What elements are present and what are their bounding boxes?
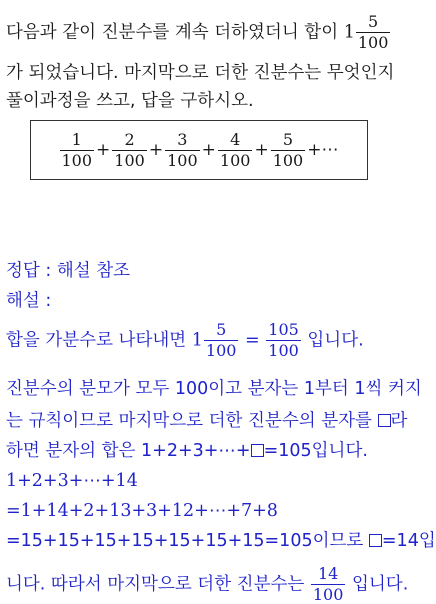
- solution-text: 입니다.: [352, 574, 409, 595]
- blank-square-icon: [369, 534, 382, 547]
- ellipsis: +⋯: [307, 140, 339, 160]
- fraction-denominator: 100: [205, 341, 237, 360]
- solution-line-2: 진분수의 분모가 모두 100이고 분자는 1부터 1씩 커지: [6, 379, 422, 399]
- explanation-label: 해설 :: [6, 291, 52, 311]
- solution-text: 는 규칙이므로 마지막으로 더한 진분수의 분자를: [6, 411, 372, 431]
- fraction-numerator: 1: [71, 129, 82, 149]
- solution-text: 합을 가분수로 나타내면: [6, 330, 187, 351]
- series-fraction-1: [60, 129, 95, 170]
- problem-line-1: [6, 14, 391, 51]
- fraction-denominator: 100: [114, 150, 145, 170]
- fraction-numerator: 2: [124, 129, 135, 149]
- problem-line-2: 가 되었습니다. 마지막으로 더한 진분수는 무엇인지: [6, 63, 395, 83]
- plus-sign: +: [254, 140, 269, 160]
- mixed-whole: 1: [343, 22, 355, 43]
- mixed-fraction: [204, 322, 239, 359]
- solution-text: 하면 분자의 합은 1+2+3+⋯+: [6, 441, 251, 461]
- blank-square-icon: [378, 414, 391, 427]
- series-fraction-3: [165, 129, 200, 170]
- fraction-numerator: 14: [317, 564, 339, 583]
- plus-sign: +: [148, 140, 164, 160]
- solution-text: =14입: [381, 531, 436, 551]
- plus-sign: +: [96, 140, 111, 160]
- solution-text: =105입니다.: [263, 441, 368, 461]
- blank-square-icon: [251, 444, 264, 457]
- improper-fraction: [266, 322, 301, 359]
- solution-text: =15+15+15+15+15+15+15=105이므로: [6, 531, 364, 551]
- series-fraction-5: [271, 129, 306, 170]
- solution-line-6: =1+14+2+13+3+12+⋯+7+8: [6, 501, 278, 521]
- series-fraction-4: [218, 129, 253, 170]
- solution-text: 입니다.: [307, 330, 364, 351]
- answer-label: 정답 : 해설 참조: [6, 261, 131, 281]
- fraction-numerator: 4: [230, 129, 241, 149]
- fraction-denominator: 100: [312, 585, 344, 604]
- fraction-denominator: 100: [357, 33, 389, 52]
- mixed-fraction: [356, 14, 391, 51]
- fraction-numerator: 3: [177, 129, 188, 149]
- series-box: [30, 120, 368, 180]
- solution-line-4: [6, 438, 368, 464]
- fraction-numerator: 105: [268, 320, 299, 339]
- equals-sign: =: [245, 330, 260, 351]
- problem-text: 다음과 같이 진분수를 계속 더하였더니 합이: [6, 22, 339, 43]
- fraction-denominator: 100: [219, 150, 251, 170]
- solution-line-8: [6, 566, 408, 603]
- solution-line-7: [6, 528, 436, 554]
- fraction-denominator: 100: [268, 341, 299, 360]
- solution-text: 니다. 따라서 마지막으로 더한 진분수는: [6, 574, 305, 595]
- final-fraction: [311, 566, 346, 603]
- problem-line-3: 풀이과정을 쓰고, 답을 구하시오.: [6, 91, 254, 111]
- solution-line-3: [6, 408, 407, 434]
- solution-line-5: 1+2+3+⋯+14: [6, 471, 138, 491]
- solution-line-1: [6, 322, 364, 359]
- solution-text: 라: [390, 411, 408, 431]
- fraction-numerator: 5: [282, 129, 294, 149]
- fraction-denominator: 100: [61, 150, 93, 170]
- fraction-denominator: 100: [272, 150, 304, 170]
- fraction-denominator: 100: [167, 150, 198, 170]
- plus-sign: +: [201, 140, 216, 160]
- mixed-whole: 1: [191, 330, 203, 351]
- series-fraction-2: [112, 129, 147, 170]
- fraction-numerator: 5: [368, 12, 379, 31]
- fraction-numerator: 5: [216, 320, 227, 339]
